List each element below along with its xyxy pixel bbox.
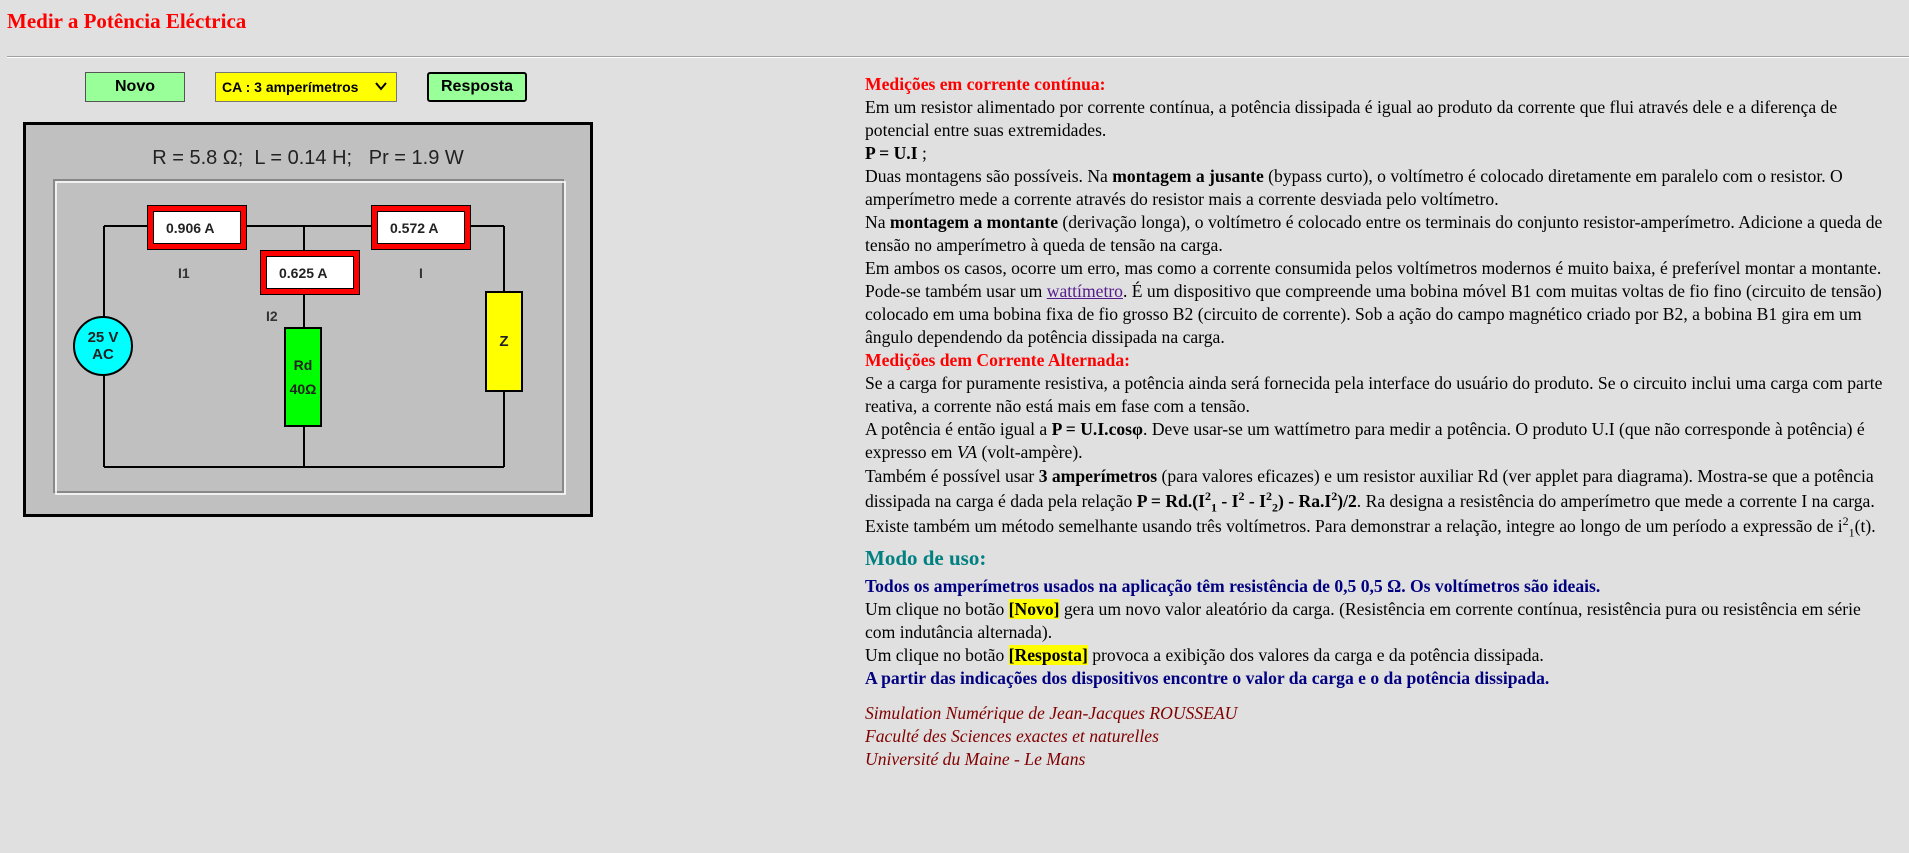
source-type: AC	[92, 346, 114, 363]
load-label: Z	[499, 333, 509, 350]
p7d: VA	[956, 442, 978, 462]
formula-dc: P = U.I	[865, 143, 918, 163]
formula-three-ammeters: $P = Rd.(I^2_1 - I^2 - I^2_2) - Ra.I^2)/2$	[1136, 489, 1357, 515]
paragraph-ac-intro: Se a carga for puramente resistiva, a potência ainda será fornecida pela interface do usuário do produto. Se o circuito inclui uma carga com parte reativa, a corrente não está mais em fase com a tensão.	[865, 373, 1883, 416]
ammeter-i1-reading: 0.906 A	[153, 211, 241, 244]
chevron-down-icon	[374, 79, 388, 93]
ammeter-i2-reading: 0.625 A	[266, 256, 354, 289]
heading-dc: Medições em corrente contínua:	[865, 74, 1106, 94]
p7e: (volt-ampère).	[977, 442, 1083, 462]
credit-faculty: Faculté des Sciences exactes et naturelles	[865, 726, 1159, 746]
ammeter-i-reading: 0.572 A	[377, 211, 465, 244]
m3a: Um clique no botão	[865, 645, 1009, 665]
load-z	[485, 291, 523, 392]
mode-select-value: CA : 3 amperímetros	[222, 79, 359, 95]
p3a: Na	[865, 212, 890, 232]
label-i: I	[419, 265, 423, 281]
mode-novo-note	[865, 598, 1893, 644]
formula-ac: P = U.I.cosφ	[1051, 419, 1144, 439]
resposta-button[interactable]: Resposta	[427, 72, 527, 102]
ammeter-i1	[147, 205, 247, 250]
m3c: provoca a exibição dos valores da carga e da potência dissipada.	[1087, 645, 1544, 665]
paragraph-jusante	[865, 165, 1893, 211]
mode-resposta-note	[865, 644, 1893, 667]
label-i2: I2	[266, 308, 278, 324]
resistor-rd	[284, 327, 322, 427]
circuit-applet	[23, 122, 593, 517]
formula-dc-line	[865, 142, 1893, 165]
paragraph-ac-power	[865, 418, 1893, 464]
mode-task: A partir das indicações dos dispositivos encontre o valor da carga e o da potência dissipada.	[865, 668, 1550, 688]
p8b: 3 amperímetros	[1038, 466, 1158, 486]
mode-ammeters-note: Todos os amperímetros usados na aplicação têm resistência de 0,5 0,5 Ω. Os voltímetros são ideais.	[865, 576, 1601, 596]
m2a: Um clique no botão	[865, 599, 1009, 619]
p7a: A potência é então igual a	[865, 419, 1052, 439]
ammeter-i2	[260, 250, 360, 295]
m2b: [Novo]	[1008, 599, 1060, 619]
mode-select[interactable]	[215, 72, 397, 102]
paragraph-three-ammeters: Também é possível usar 3 amperímetros (para valores eficazes) e um resistor auxiliar Rd (ver applet para diagrama). Mostra-se que a potência dissipada na carga é dada pela relação $P = Rd.(I^2_1 - I^2 - I^2_2) - Ra.I^2)/2$. Ra designa a resistência do amperímetro que mede a corrente I na carga. Existe também um método semelhante usando três voltímetros. Para demonstrar a relação, integre ao longo de um período a expressão de $i^2_1(t)$.	[865, 466, 1876, 540]
load-parameters: R = 5.8 Ω; L = 0.14 H; Pr = 1.9 W	[152, 147, 464, 169]
explanation-text	[865, 73, 1893, 771]
p2a: Duas montagens são possíveis. Na	[865, 166, 1113, 186]
p8c: (para valores eficazes) e um resistor auxiliar Rd (ver applet para diagrama). Mostra-se que a potência dissipada na carga é dada pela relação	[865, 466, 1874, 511]
ac-source	[73, 316, 133, 376]
horizontal-divider	[7, 56, 1909, 58]
formula-dc-tail: ;	[917, 143, 927, 163]
page-title: Medir a Potência Eléctrica	[7, 9, 247, 33]
heading-ac: Medições dem Corrente Alternada:	[865, 350, 1130, 370]
p5b: . É um dispositivo que compreende uma bobina móvel B1 com muitas voltas de fio fino (circuito de tensão) colocado em uma bobina fixa de fio grosso B2 (circuito de corrente). Sob a ação do campo magnético criado por B2, a bobina B1 gira em um ângulo dependendo da potência dissipada na carga.	[865, 281, 1882, 347]
p8a: Também é possível usar	[865, 466, 1039, 486]
p3c: (derivação longa), o voltímetro é colocado entre os terminais do conjunto resistor-amperímetro. Adicione a queda de tensão no amperímetro à queda de tensão na carga.	[865, 212, 1883, 255]
paragraph-dc-intro: Em um resistor alimentado por corrente contínua, a potência dissipada é igual ao produto da corrente que flui através dele e a diferença de potencial entre suas extremidades.	[865, 97, 1838, 140]
source-voltage: 25 V	[87, 329, 119, 346]
m2c: gera um novo valor aleatório da carga. (Resistência em corrente contínua, resistência pura ou resistência em série com indutância alternada).	[865, 599, 1861, 642]
p8e: (t).	[1854, 516, 1876, 536]
paragraph-error: Em ambos os casos, ocorre um erro, mas como a corrente consumida pelos voltímetros modernos é muito baixa, é preferível montar a montante.	[865, 258, 1882, 278]
p8d: . Ra designa a resistência do amperímetro que mede a corrente I na carga. Existe também um método semelhante usando três voltímetros. Para demonstrar a relação, integre ao longo de um período a expressão de i	[865, 491, 1875, 536]
heading-mode: Modo de uso:	[865, 546, 987, 570]
p2c: (bypass curto), o voltímetro é colocado diretamente em paralelo com o resistor. O amperímetro mede a corrente através do resistor mais a corrente desviada pelo voltímetro.	[865, 166, 1843, 209]
label-i1: I1	[178, 265, 190, 281]
novo-button[interactable]: Novo	[85, 72, 185, 102]
wattmeter-link[interactable]: wattímetro	[1046, 281, 1123, 301]
m3b: [Resposta]	[1008, 645, 1088, 665]
p2b: montagem a jusante	[1112, 166, 1264, 186]
p5a: Pode-se também usar um	[865, 281, 1047, 301]
ammeter-i	[371, 205, 471, 250]
rd-value: 40Ω	[289, 381, 317, 397]
p7c: . Deve usar-se um wattímetro para medir a potência. O produto U.I (que não corresponde à potência) é expresso em	[865, 419, 1865, 462]
paragraph-wattmeter	[865, 280, 1893, 349]
spacer	[865, 690, 1893, 702]
credit-university: Université du Maine - Le Mans	[865, 749, 1086, 769]
paragraph-montante	[865, 211, 1893, 257]
credit-author: Simulation Numérique de Jean-Jacques ROUSSEAU	[865, 703, 1238, 723]
p3b: montagem a montante	[889, 212, 1059, 232]
rd-label: Rd	[293, 357, 313, 373]
